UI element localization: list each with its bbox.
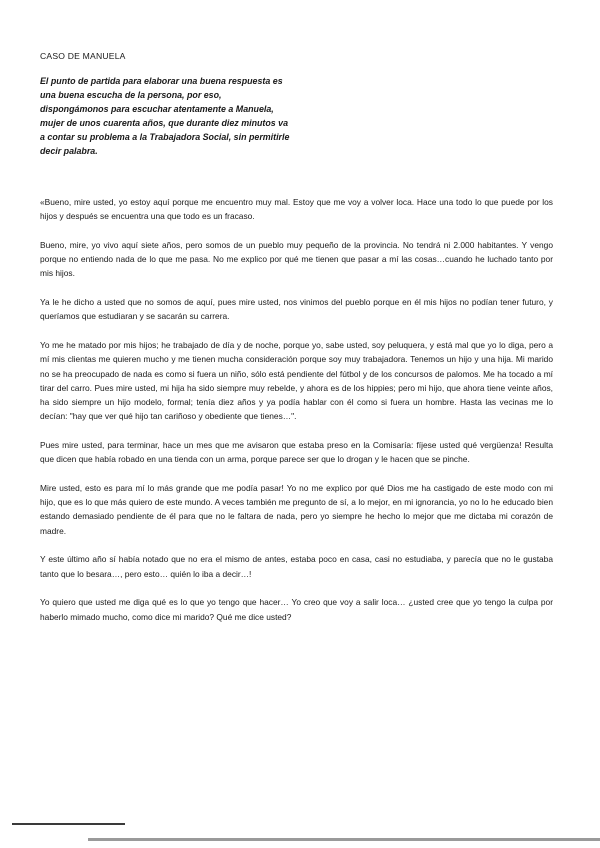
document-body	[40, 195, 553, 638]
document-title: CASO DE MANUELA	[40, 51, 126, 61]
intro-paragraph: El punto de partida para elaborar una buena respuesta es una buena escucha de la persona, por eso, dispongámonos para escuchar atentamente a Manuela, mujer de unos cuarenta años, que durante diez minutos va a contar su problema a la Trabajadora Social, sin permitirle decir palabra.	[40, 76, 290, 157]
paragraph-6: Mire usted, esto es para mí lo más grande que me podía pasar! Yo no me explico por qué Dios me ha castigado de este modo con mi hijo, que es lo que más quiero de este mundo. A veces también me pregunto de sí, a lo mejor, en mi ignorancia, yo no lo he educado bien estando demasiado pendiente de él para que no le faltara de nada, pero yo siempre he hecho lo mejor que me dictaba mi corazón de madre.	[40, 483, 553, 536]
paragraph-2: Bueno, mire, yo vivo aquí siete años, pero somos de un pueblo muy pequeño de la provincia. No tendrá ni 2.000 habitantes. Y vengo porque no entiendo nada de lo que me pasa. No me explico por qué me tienen que pasar a mí las cosas…cuando he luchado tanto por mis hijos.	[40, 240, 553, 279]
footer-divider-short	[12, 823, 125, 825]
paragraph-4: Yo me he matado por mis hijos; he trabajado de día y de noche, porque yo, sabe usted, soy peluquera, y está mal que yo lo diga, pero a mí mis clientas me quieren mucho y me tienen mucha consideración porque soy muy trabajadora. Tenemos un hijo y una hija. Mi marido no se ha preocupado de nada es como si fuera un niño, sólo está pendiente del fútbol y de los concursos de palomos. Me ha tocado a mí tirar del carro. Pues mire usted, mi hija ha sido siempre muy rebelde, y ahora es de los hippies; pero mi hijo, que ahora tiene veinte años, ha sido siempre un hijo modelo, formal; tenía diez años y ya podía hablar con él como si fuera un hombre. Hasta las vecinas me lo decían: "hay que ver qué hijo tan cariñoso y obediente que tienes…".	[40, 340, 553, 422]
paragraph-8: Yo quiero que usted me diga qué es lo que yo tengo que hacer… Yo creo que voy a salir loca… ¿usted cree que yo tengo la culpa por haberlo mimado mucho, como dice mi marido? Qué me dice usted?	[40, 597, 553, 622]
paragraph-7: Y este último año sí había notado que no era el mismo de antes, estaba poco en casa, casi no estudiaba, y parecía que no le gustaba tanto que lo besara…, pero esto… quién lo iba a decir…!	[40, 554, 553, 579]
footer-divider-long	[88, 838, 600, 841]
paragraph-3: Ya le he dicho a usted que no somos de aquí, pues mire usted, nos vinimos del pueblo porque en él mis hijos no podían tener futuro, y queríamos que estudiaran y se sacarán su carrera.	[40, 297, 553, 322]
paragraph-5: Pues mire usted, para terminar, hace un mes que me avisaron que estaba preso en la Comisaría: fíjese usted qué vergüenza! Resulta que dicen que había robado en una tienda con un arma, porque parece ser que lo drogan y le hacen que se pinche.	[40, 440, 553, 465]
paragraph-1: «Bueno, mire usted, yo estoy aquí porque me encuentro muy mal. Estoy que me voy a volver loca. Hace una todo lo que puede por los hijos y después se encuentra una que todo es un fracaso.	[40, 197, 553, 222]
